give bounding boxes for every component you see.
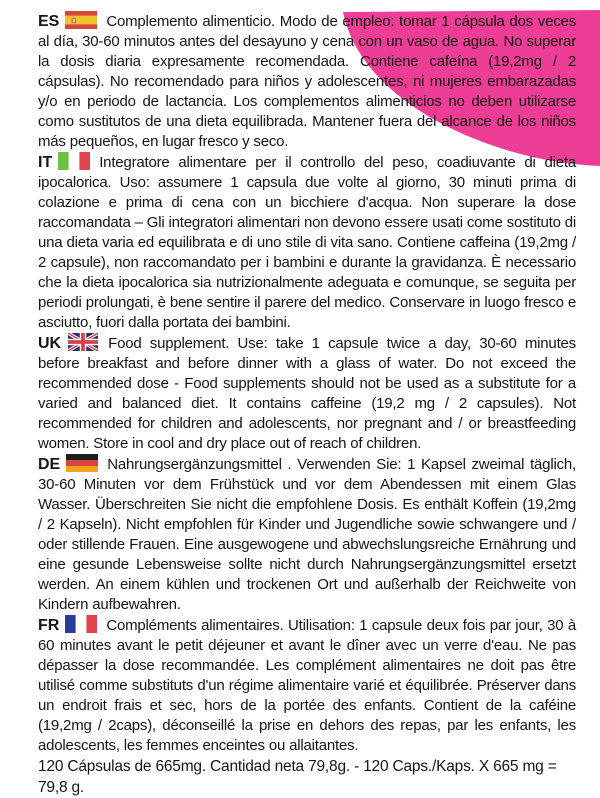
section-de [38, 454, 576, 615]
lang-code-uk: UK [38, 335, 62, 352]
section-it [38, 152, 576, 333]
italy-flag-icon [58, 152, 90, 170]
lang-code-es: ES [38, 13, 60, 30]
lang-code-it: IT [38, 154, 53, 171]
section-text-it: Integratore alimentare per il controllo del peso, coadiuvante di dieta ipocalorica. Uso: assumere 1 capsula due volte al giorno, 30 minuti prima di colazione e prima di cena con un bicchiere d'acqua. Non superare la dose raccomandata – Gli integratori alimentari non devono essere usati come sostituto di una dieta varia ed equilibrata e di uno stile di vita sano. Contiene caffeina (19,2mg / 2 capsule), non raccomandato per i bambini e durante la gravidanza. È necessario che la dieta ipocalorica sia nutrizionalmente adeguata e comunque, se seguita per periodi prolungati, è bene sentire il parere del medico. Conservare in luogo fresco e asciutto, fuori dalla portata dei bambini. [38, 154, 576, 331]
section-uk [38, 333, 576, 454]
spain-flag-icon [65, 11, 97, 29]
section-text-uk: Food supplement. Use: take 1 capsule twice a day, 30-60 minutes before breakfast and before dinner with a glass of water. Do not exceed the recommended dose - Food supplements should not be used as a substitute for a varied and balanced diet. It contains caffeine (19,2 mg / 2 capsules). Not recommended for children and adolescents, nor pregnant and / or breastfeeding women. Store in cool and dry place out of reach of children. [38, 335, 576, 452]
section-text-es: Complemento alimenticio. Modo de empleo: tomar 1 cápsula dos veces al día, 30-60 minutos antes del desayuno y cena con un vaso de agua. No superar la dosis diaria expresamente recomendada. Contiene cafeína (19,2mg / 2 cápsulas). No recomendado para niños y adolescentes, ni mujeres embarazadas y/o en periodo de lactancia. Los complementos alimenticios no deben utilizarse como sustitutos de una dieta equilibrada. Mantener fuera del alcance de los niños más pequeños, en lugar fresco y seco. [38, 13, 576, 150]
lang-code-de: DE [38, 456, 61, 473]
lang-code-fr: FR [38, 617, 60, 634]
section-es [38, 11, 576, 152]
label-text-block [38, 11, 576, 798]
france-flag-icon [65, 615, 97, 633]
uk-flag-icon [67, 333, 99, 351]
germany-flag-icon [66, 454, 98, 472]
section-fr [38, 615, 576, 756]
section-text-de: Nahrungsergänzungsmittel . Verwenden Sie: 1 Kapsel zweimal täglich, 30-60 Minuten vor dem Frühstück und vor dem Abendessen mit einem Glas Wasser. Überschreiten Sie nicht die empfohlene Dosis. Es enthält Koffein (19,2mg / 2 Kapseln). Nicht empfohlen für Kinder und Jugendliche sowie schwangere und / oder stillende Frauen. Eine ausgewogene und abwechslungsreiche Ernährung und eine gesunde Lebensweise sollte nicht durch Nahrungsergänzungsmittel ersetzt werden. An einem kühlen und trockenen Ort und außerhalb der Reichweite von Kindern aufbewahren. [38, 456, 576, 613]
footer-quantity-line: 120 Cápsulas de 665mg. Cantidad neta 79,8g. - 120 Caps./Kaps. X 665 mg = 79,8 g. [38, 758, 557, 796]
section-text-fr: Compléments alimentaires. Utilisation: 1 capsule deux fois par jour, 30 à 60 minutes avant le petit déjeuner et avant le dîner avec un verre d'eau. Ne pas dépasser la dose recommandée. Les complément alimentaires ne doit pas être utilisé comme substituts d'un régime alimentaire varié et équilibrée. Préserver dans un endroit frais et sec, hors de la portée des enfants. Contient de la caféine (19,2mg / 2caps), déconseillé la prise en dehors des repas, par les enfants, les adolescents, les femmes enceintes ou allaitantes. [38, 617, 576, 754]
